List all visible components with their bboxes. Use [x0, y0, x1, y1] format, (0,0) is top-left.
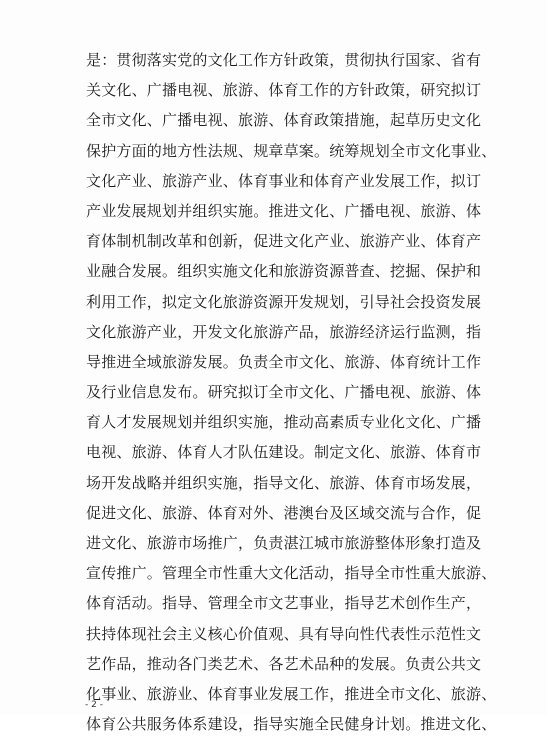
text-line: 进文化、旅游市场推广，负责湛江城市旅游整体形象打造及 [86, 534, 482, 552]
text-line: 文化旅游产业，开发文化旅游产品，旅游经济运行监测，指 [86, 322, 482, 341]
text-line: 场开发战略并组织实施，指导文化、旅游、体育市场发展， [86, 473, 482, 492]
text-line: 文化产业、旅游产业、体育事业和体育产业发展工作，拟订 [86, 171, 482, 190]
text-line: 全市文化、广播电视、旅游、体育政策措施，起草历史文化 [86, 111, 482, 130]
text-line: 业融合发展。组织实施文化和旅游资源普查、挖掘、保护和 [86, 262, 482, 281]
page-number: - 2 - [85, 700, 103, 710]
text-line: 育体制机制改革和创新，促进文化产业、旅游产业、体育产 [86, 232, 482, 251]
text-line: 导推进全域旅游发展。负责全市文化、旅游、体育统计工作 [86, 352, 482, 371]
text-line: 保护方面的地方性法规、规章草案。统筹规划全市文化事业、 [86, 141, 497, 160]
text-line: 是：贯彻落实党的文化工作方针政策，贯彻执行国家、省有 [86, 51, 482, 69]
text-line: 化事业、旅游业、体育事业发展工作，推进全市文化、旅游、 [86, 684, 497, 703]
text-line: 及行业信息发布。研究拟订全市文化、广播电视、旅游、体 [86, 383, 482, 402]
text-line: 利用工作，拟定文化旅游资源开发规划，引导社会投资发展 [86, 292, 482, 311]
text-line: 促进文化、旅游、体育对外、港澳台及区域交流与合作，促 [86, 503, 482, 522]
text-line: 扶持体现社会主义核心价值观、具有导向性代表性示范性文 [86, 624, 482, 643]
text-line: 育人才发展规划并组织实施，推动高素质专业化文化、广播 [86, 413, 482, 432]
text-line: 体育活动。指导、管理全市文艺事业，指导艺术创作生产， [86, 594, 482, 613]
text-line: 艺作品，推动各门类艺术、各艺术品种的发展。负责公共文 [86, 654, 482, 673]
text-line: 电视、旅游、体育人才队伍建设。制定文化、旅游、体育市 [86, 443, 482, 462]
body-text [86, 45, 497, 739]
text-line: 体育公共服务体系建设，指导实施全民健身计划。推进文化、 [86, 715, 497, 734]
text-line: 宣传推广。管理全市性重大文化活动，指导全市性重大旅游、 [86, 564, 497, 583]
text-line: 关文化、广播电视、旅游、体育工作的方针政策，研究拟订 [86, 81, 482, 100]
text-line: 产业发展规划并组织实施。推进文化、广播电视、旅游、体 [86, 201, 482, 220]
